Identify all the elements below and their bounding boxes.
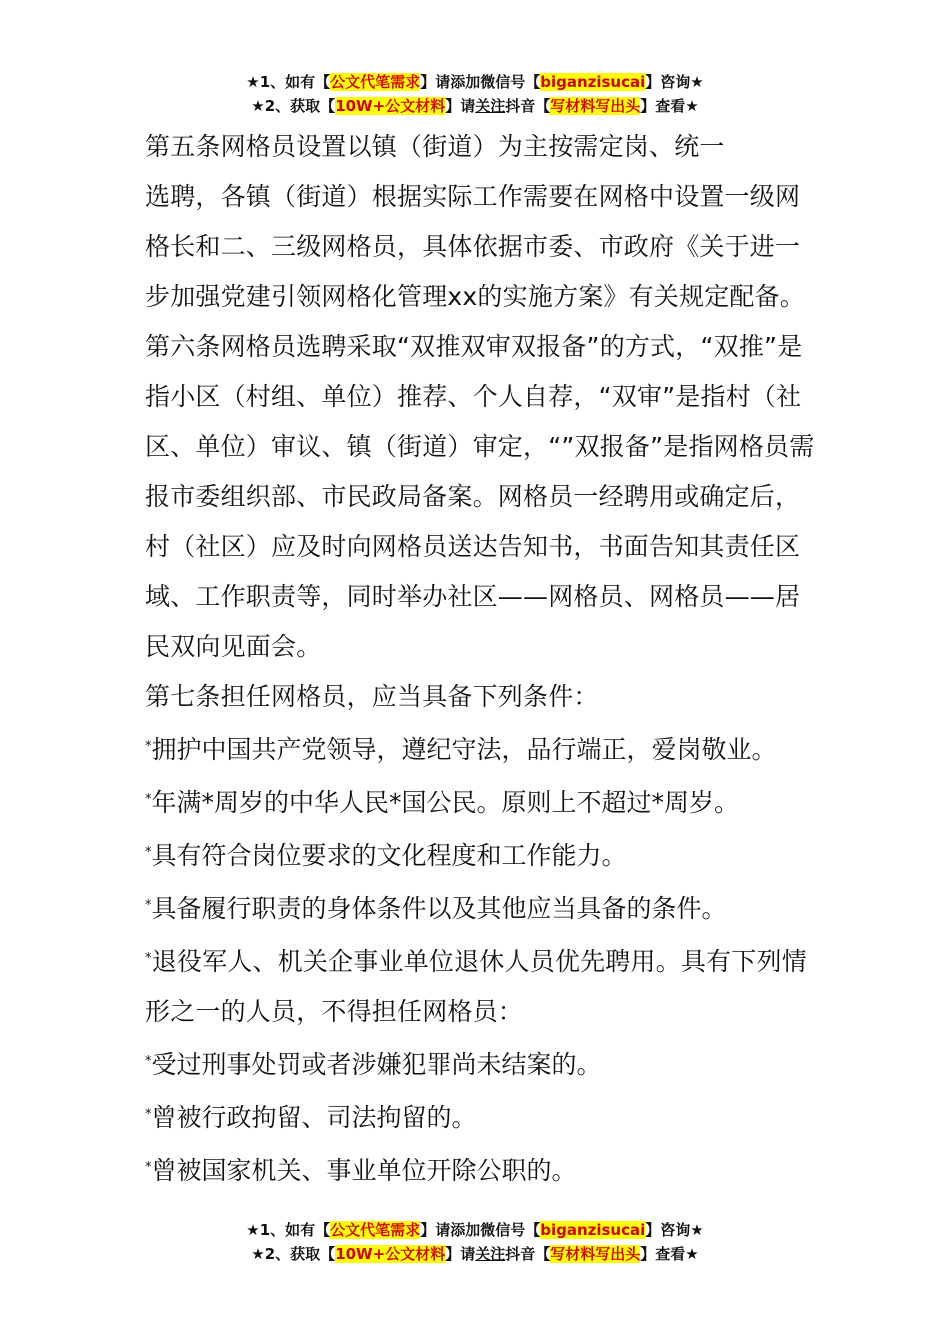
list-item: *拥护中国共产党领导，遵纪守法，品行端正，爱岗敬业。 xyxy=(145,735,777,764)
list-item: *曾被行政拘留、司法拘留的。 xyxy=(145,1103,477,1132)
list-item: *年满*周岁的中华人民*国公民。原则上不超过*周岁。 xyxy=(145,788,740,817)
paragraph-article-6: 第六条网格员选聘采取“双推双审双报备”的方式，“双推”是指小区（村组、单位）推荐、个人自荐，“双审”是指村（社区、单位）审议、镇（街道）审定，“”双报备”是指网格员需报市委组织部、市民政局备案。网格员一经聘用或确定后，村（社区）应及时向网格员送达告知书，书面告知其责任区域、工作职责等，同时举办社区——网格员、网格员——居民双向见面会。 xyxy=(145,332,815,661)
bullet-asterisk: * xyxy=(145,951,152,966)
bullet-asterisk: * xyxy=(145,739,152,754)
document-body xyxy=(145,122,815,1196)
list-item: *受过刑事处罚或者涉嫌犯罪尚未结案的。 xyxy=(145,1050,602,1079)
highlight-materials: 10W+公文材料 xyxy=(335,97,446,115)
highlight-wechat-id: biganzisucai xyxy=(540,1221,646,1239)
highlight-account: 写材料写出头 xyxy=(550,1245,641,1263)
highlight-service: 公文代笔需求 xyxy=(330,1221,421,1239)
paragraph-article-5-body: 选聘，各镇（街道）根据实际工作需要在网格中设置一级网格长和二、三级网格员，具体依据市委、市政府《关于进一步加强党建引领网格化管理xx的实施方案》有关规定配备。 xyxy=(145,182,805,311)
list-item: *曾被国家机关、事业单位开除公职的。 xyxy=(145,1156,577,1185)
bullet-asterisk: * xyxy=(145,845,152,860)
bullet-asterisk: * xyxy=(145,1107,152,1122)
list-item-retired: *退役军人、机关企事业单位退休人员优先聘用。具有下列情形之一的人员，不得担任网格员： xyxy=(145,947,807,1026)
bullet-asterisk: * xyxy=(145,1054,152,1069)
highlight-account: 写材料写出头 xyxy=(550,97,641,115)
paragraph-article-7: 第七条担任网格员，应当具备下列条件： xyxy=(145,682,599,711)
highlight-service: 公文代笔需求 xyxy=(330,73,421,91)
header-banner-line-1: ★1、如有【公文代笔需求】请添加微信号【biganzisucai】咨询★ xyxy=(246,73,704,91)
list-item: *具有符合岗位要求的文化程度和工作能力。 xyxy=(145,841,627,870)
highlight-materials: 10W+公文材料 xyxy=(335,1245,446,1263)
paragraph-article-5-heading: 第五条网格员设置以镇（街道）为主按需定岗、统一 xyxy=(145,132,725,161)
bullet-asterisk: * xyxy=(145,898,152,913)
footer-banner-line-1: ★1、如有【公文代笔需求】请添加微信号【biganzisucai】咨询★ xyxy=(246,1221,704,1239)
list-item: *具备履行职责的身体条件以及其他应当具备的条件。 xyxy=(145,894,727,923)
footer-banner-line-2: ★2、获取【10W+公文材料】请关注抖音【写材料写出头】查看★ xyxy=(251,1245,699,1263)
underlined-follow: 关注 xyxy=(475,97,506,115)
header-banner-line-2: ★2、获取【10W+公文材料】请关注抖音【写材料写出头】查看★ xyxy=(251,97,699,115)
bullet-asterisk: * xyxy=(145,792,152,807)
bullet-asterisk: * xyxy=(145,1160,152,1175)
underlined-follow: 关注 xyxy=(475,1245,506,1263)
highlight-wechat-id: biganzisucai xyxy=(540,73,646,91)
